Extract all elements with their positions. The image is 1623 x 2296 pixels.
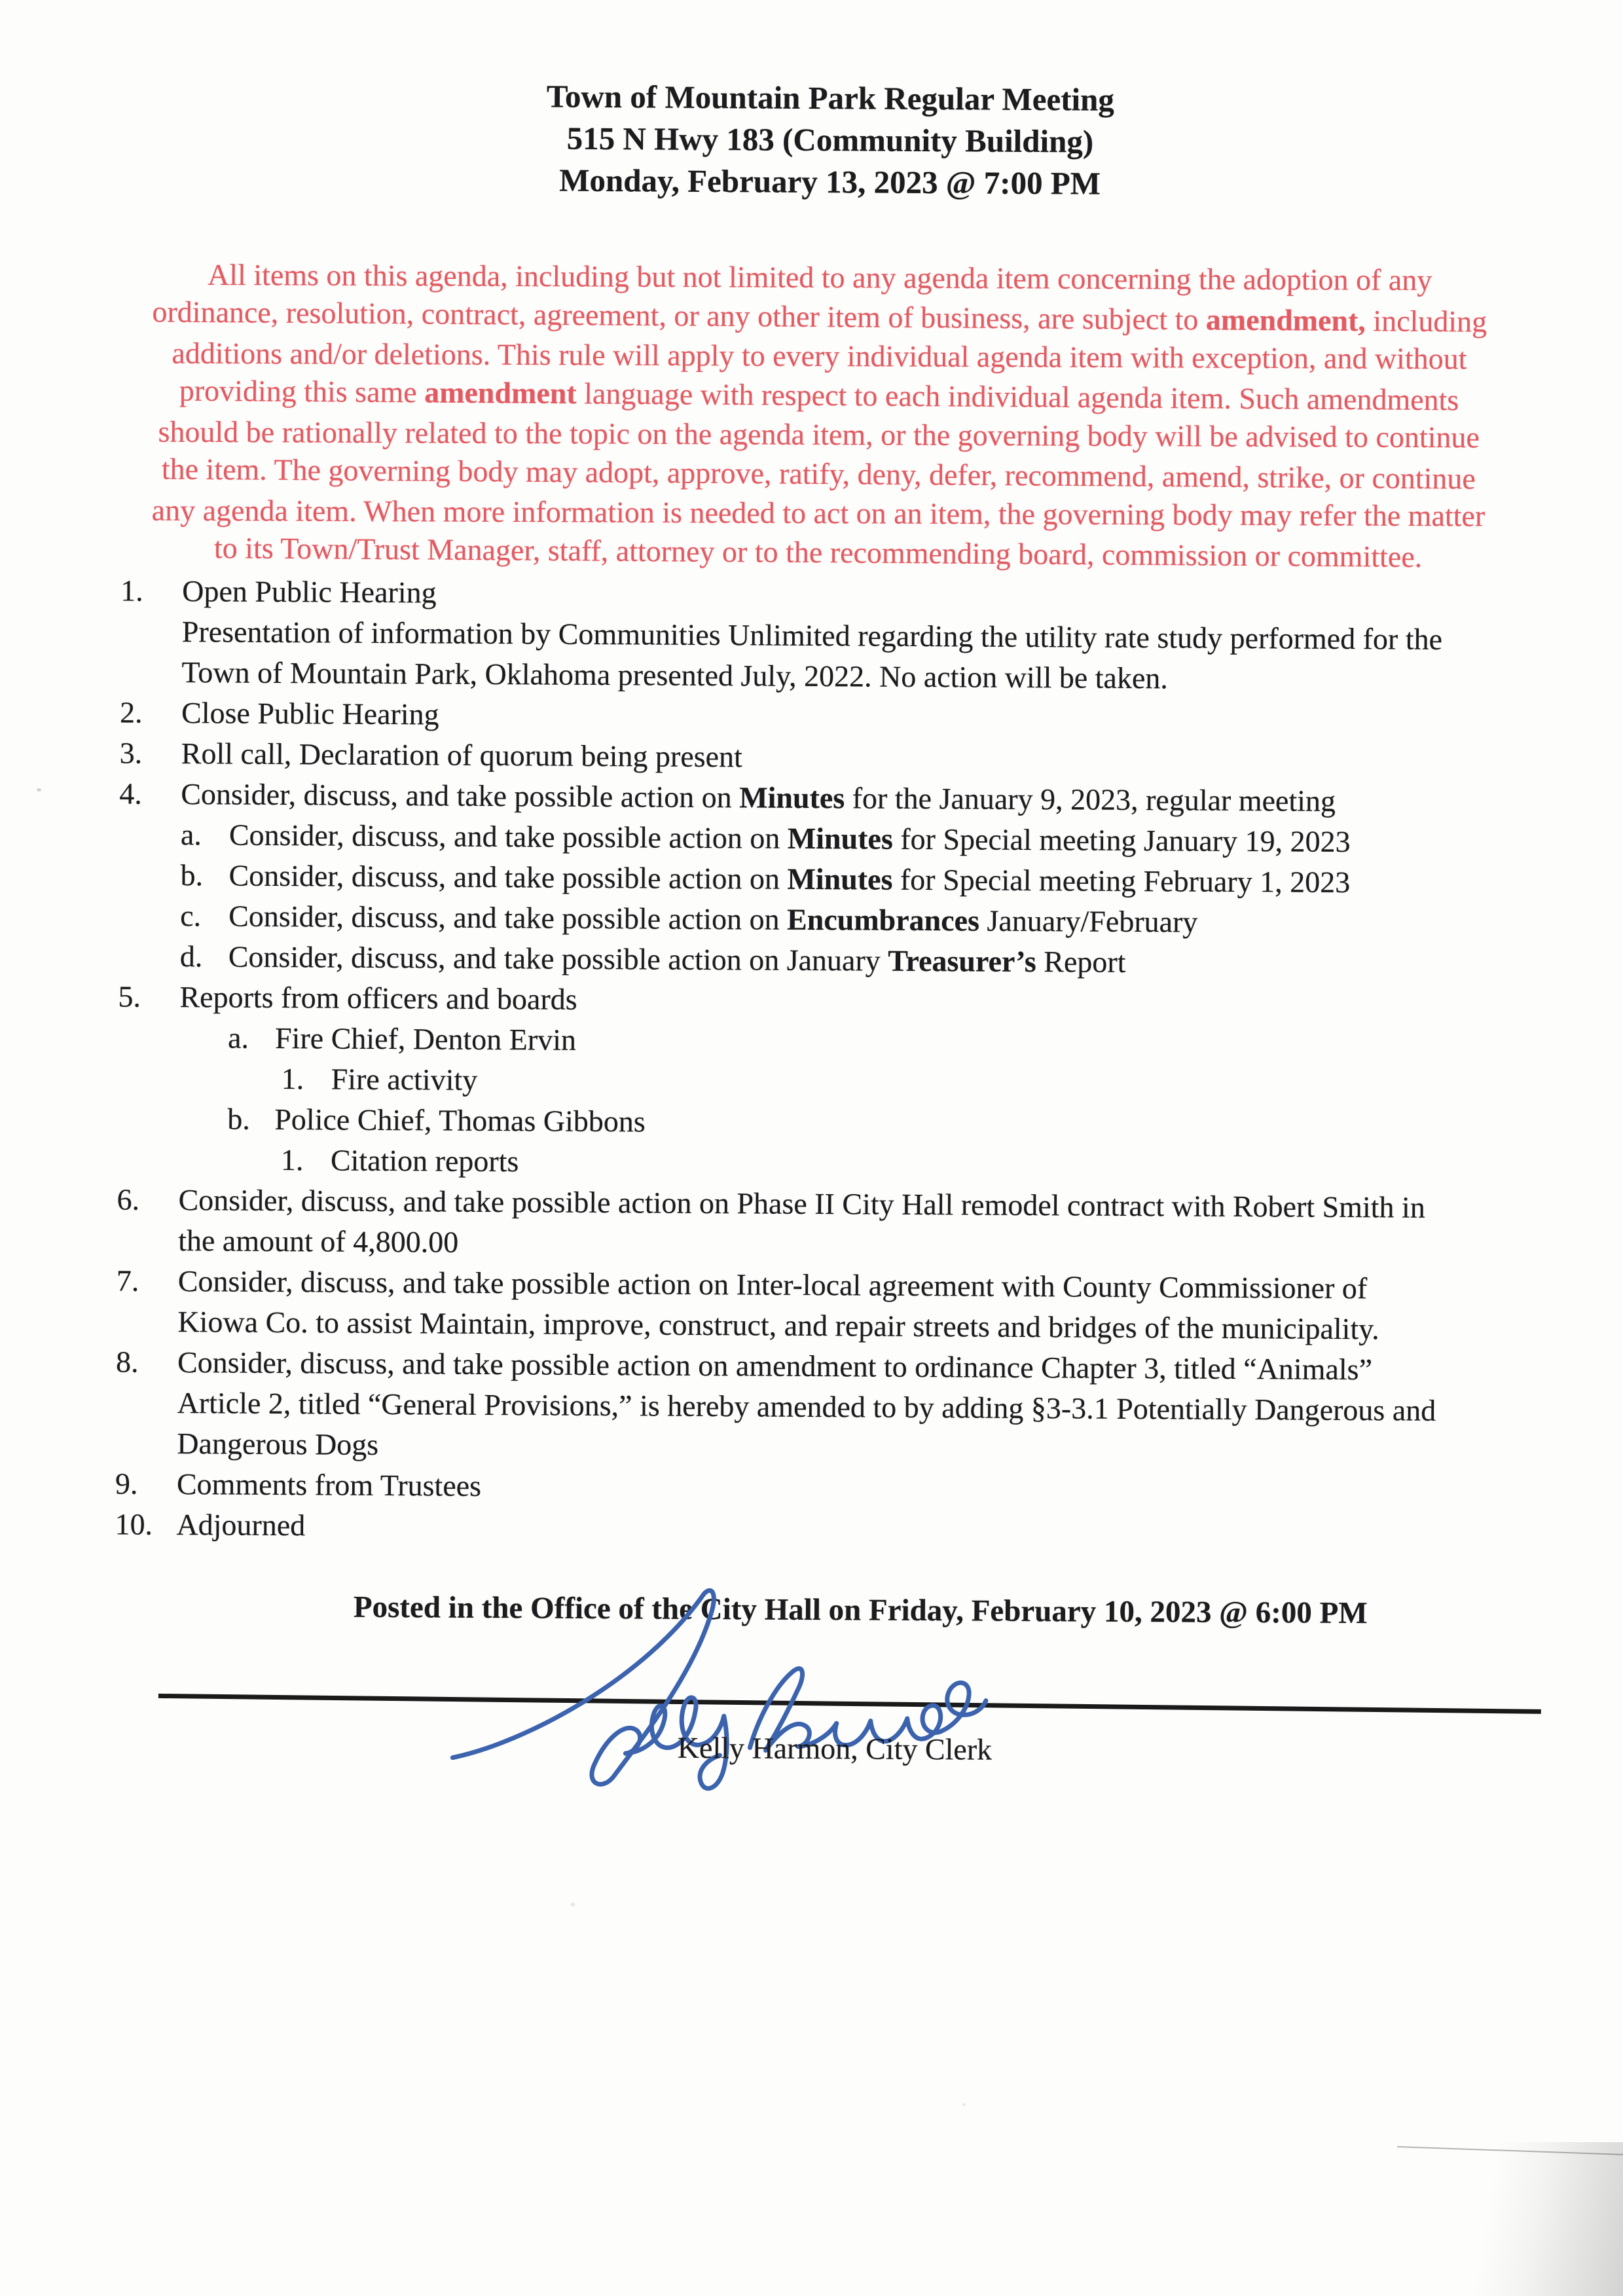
text-segment: Consider, discuss, and take possible action on <box>228 899 788 936</box>
item-marker: 10. <box>115 1507 153 1541</box>
scan-speck <box>571 1903 575 1906</box>
item-marker: 1. <box>280 1143 304 1177</box>
text-segment: Citation reports <box>330 1143 519 1178</box>
text-segment: any agenda item. When more information is needed to act on an item, the governing body may refer the matter <box>151 493 1486 533</box>
text-segment: Dangerous Dogs <box>177 1427 379 1461</box>
text-segment: for the January 9, 2023, regular meeting <box>845 781 1336 818</box>
text-segment: January/February <box>979 903 1198 939</box>
meeting-address: 515 N Hwy 183 (Community Building) <box>566 120 1094 160</box>
fold-crease <box>1397 2146 1623 2155</box>
agenda-item <box>0 1178 1622 1269</box>
text-segment: for Special meeting February 1, 2023 <box>892 862 1351 900</box>
text-segment: providing this same <box>179 373 425 409</box>
item-marker: a. <box>227 1021 249 1055</box>
item-marker: a. <box>180 818 202 852</box>
signature-block <box>0 1625 1620 1857</box>
text-segment: Adjourned <box>176 1508 306 1542</box>
text-segment: Consider, discuss, and take possible action on <box>228 818 788 855</box>
text-segment: Town of Mountain Park, Oklahoma presented July, 2022. No action will be taken. <box>181 655 1169 695</box>
text-segment: Open Public Hearing <box>182 574 437 610</box>
text-segment: Fire Chief, Denton Ervin <box>274 1021 577 1057</box>
text-segment: amendment, <box>1205 302 1366 338</box>
text-segment: Encumbrances <box>786 902 980 938</box>
amendment-notice <box>71 253 1566 577</box>
text-segment: to its Town/Trust Manager, staff, attorney or to the recommending board, commission or committee. <box>213 531 1423 574</box>
scan-speck <box>962 2103 966 2106</box>
item-marker: 7. <box>116 1264 139 1298</box>
text-segment: should be rationally related to the topic on the agenda item, or the governing body will be advised to continue <box>158 414 1480 454</box>
item-marker: 2. <box>119 695 143 729</box>
text-segment: Comments from Trustees <box>176 1467 482 1503</box>
item-marker: d. <box>179 939 203 974</box>
text-segment: Presentation of information by Communities Unlimited regarding the utility rate study performed for the <box>181 615 1443 656</box>
text-segment: Report <box>1036 945 1126 979</box>
text-segment: Treasurer’s <box>888 943 1036 979</box>
item-text-line <box>176 1504 1620 1554</box>
text-segment: Minutes <box>787 821 893 856</box>
item-marker: b. <box>227 1102 250 1136</box>
text-segment: Minutes <box>739 780 845 815</box>
text-segment: Article 2, titled “General Provisions,” is hereby amended to by adding §3-3.1 Potentially Dangerous and <box>177 1386 1436 1427</box>
text-segment: for Special meeting January 19, 2023 <box>892 822 1351 859</box>
item-marker: b. <box>180 858 204 892</box>
item-marker: 9. <box>115 1467 138 1501</box>
item-marker: c. <box>180 899 202 933</box>
text-segment: Police Chief, Thomas Gibbons <box>274 1102 646 1139</box>
meeting-datetime: Monday, February 13, 2023 @ 7:00 PM <box>559 162 1101 202</box>
text-segment: Consider, discuss, and take possible action on January <box>228 939 888 977</box>
signatory-name: Kelly Harmon, City Clerk <box>677 1730 993 1766</box>
item-marker: 4. <box>119 776 143 811</box>
item-marker: 1. <box>281 1062 304 1096</box>
agenda-item <box>0 1341 1621 1472</box>
posted-note: Posted in the Office of the City Hall on Friday, February 10, 2023 @ 6:00 PM <box>353 1590 1368 1631</box>
text-segment: Consider, discuss, and take possible action on amendment to ordinance Chapter 3, titled “Animals” <box>177 1345 1373 1387</box>
text-segment: Consider, discuss, and take possible action on <box>181 777 740 814</box>
text-segment: Consider, discuss, and take possible action on Phase II City Hall remodel contract with Robert Smith in <box>178 1183 1425 1224</box>
text-segment: ordinance, resolution, contract, agreement, or any other item of business, are subject to <box>152 295 1207 337</box>
text-segment: language with respect to each individual agenda item. Such amendments <box>576 376 1459 417</box>
meeting-title: Town of Mountain Park Regular Meeting <box>546 78 1115 118</box>
text-segment: including <box>1365 304 1487 338</box>
item-marker: 5. <box>118 979 141 1013</box>
scan-speck <box>37 788 41 792</box>
text-segment: Roll call, Declaration of quorum being present <box>181 737 743 774</box>
text-segment: Kiowa Co. to assist Maintain, improve, construct, and repair streets and bridges of the municipality. <box>177 1305 1379 1346</box>
text-segment: Consider, discuss, and take possible action on <box>228 858 788 896</box>
document-header <box>5 0 1623 208</box>
text-segment: Reports from officers and boards <box>179 980 577 1016</box>
text-segment: additions and/or deletions. This rule will apply to every individual agenda item with exception, and without <box>172 336 1467 376</box>
item-marker: 6. <box>117 1182 140 1216</box>
text-segment: Close Public Hearing <box>181 696 439 731</box>
signature-ink <box>428 1586 992 1805</box>
text-segment: the item. The governing body may adopt, approve, ratify, deny, defer, recommend, amend, strike, or continue <box>161 452 1476 496</box>
item-marker: 3. <box>119 736 143 770</box>
text-segment: amendment <box>424 375 577 410</box>
corner-fold-shadow <box>1397 2142 1623 2296</box>
text-segment: All items on this agenda, including but not limited to any agenda item concerning the adoption of any <box>207 257 1432 297</box>
text-segment: Minutes <box>787 862 893 896</box>
text-segment: Consider, discuss, and take possible action on Inter-local agreement with County Commissioner of <box>177 1264 1368 1305</box>
text-segment: the amount of 4,800.00 <box>178 1224 459 1259</box>
item-marker: 1. <box>120 574 143 608</box>
text-segment: Fire activity <box>331 1062 478 1097</box>
item-marker: 8. <box>115 1345 139 1379</box>
agenda-item <box>0 1260 1622 1351</box>
agenda-list <box>0 570 1623 1554</box>
agenda-item <box>2 570 1623 701</box>
